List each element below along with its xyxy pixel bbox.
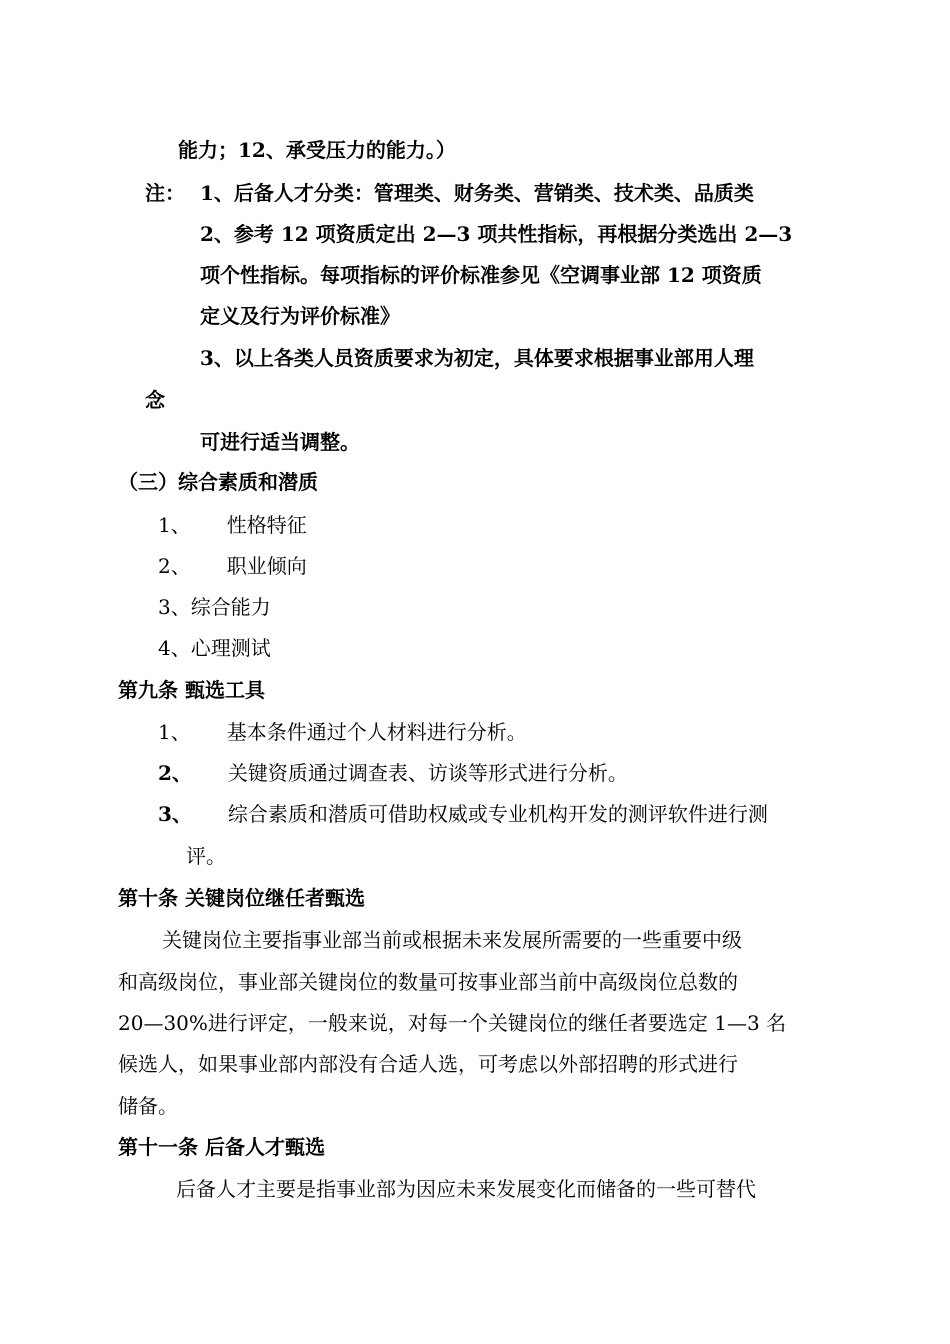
- list-item-number: 4、: [158, 636, 191, 660]
- note-3-line-1: 3、以上各类人员资质要求为初定，具体要求根据事业部用人理: [200, 346, 754, 370]
- list-item-number: 1、: [158, 513, 191, 537]
- list-item: [158, 593, 271, 621]
- list-item-text: 基本条件通过个人材料进行分析。: [226, 720, 527, 744]
- article-9-heading: 第九条 甄选工具: [118, 678, 265, 702]
- list-item-number: 3、: [158, 595, 191, 619]
- list-item: [158, 511, 307, 539]
- section-3-heading: （三）综合素质和潜质: [118, 470, 318, 494]
- list-item-number: 2、: [158, 761, 192, 785]
- list-item: [158, 800, 768, 828]
- paragraph-line: 关键岗位主要指事业部当前或根据未来发展所需要的一些重要中级: [162, 928, 742, 952]
- notes-continuation: 能力；12、承受压力的能力。）: [178, 138, 456, 162]
- paragraph-line: 20—30%进行评定，一般来说，对每一个关键岗位的继任者要选定 1—3 名: [118, 1011, 787, 1035]
- list-item-text: 心理测试: [190, 636, 271, 660]
- list-item-number: 3、: [158, 802, 192, 826]
- note-2-line-1: 2、参考 12 项资质定出 2—3 项共性指标，再根据分类选出 2—3: [200, 222, 793, 246]
- article-10-heading: 第十条 关键岗位继任者甄选: [118, 886, 365, 910]
- note-2-line-2: 项个性指标。每项指标的评价标准参见《空调事业部 12 项资质: [200, 263, 762, 287]
- notes-label: 注：: [145, 181, 185, 205]
- list-item: [158, 634, 271, 662]
- list-item-number: 1、: [158, 720, 191, 744]
- paragraph-line: 后备人才主要是指事业部为因应未来发展变化而储备的一些可替代: [176, 1177, 756, 1201]
- list-item-continuation: 评。: [186, 844, 226, 868]
- note-2-line-3: 定义及行为评价标准》: [200, 304, 400, 328]
- list-item: [158, 759, 628, 787]
- list-item-text: 综合素质和潜质可借助权威或专业机构开发的测评软件进行测: [227, 802, 768, 826]
- list-item-number: 2、: [158, 554, 191, 578]
- paragraph-line: 储备。: [118, 1094, 178, 1118]
- list-item-text: 综合能力: [190, 595, 271, 619]
- list-item: [158, 718, 527, 746]
- paragraph-line: 和高级岗位，事业部关键岗位的数量可按事业部当前中高级岗位总数的: [118, 970, 738, 994]
- note-1: 1、后备人才分类：管理类、财务类、营销类、技术类、品质类: [200, 181, 754, 205]
- article-11-heading: 第十一条 后备人才甄选: [118, 1135, 325, 1159]
- list-item: [158, 552, 307, 580]
- paragraph-line: 候选人，如果事业部内部没有合适人选，可考虑以外部招聘的形式进行: [118, 1052, 738, 1076]
- list-item-text: 职业倾向: [226, 554, 307, 578]
- list-item-text: 关键资质通过调查表、访谈等形式进行分析。: [227, 761, 628, 785]
- note-3-line-2: 念: [145, 388, 165, 412]
- list-item-text: 性格特征: [226, 513, 307, 537]
- note-3-line-3: 可进行适当调整。: [200, 430, 360, 454]
